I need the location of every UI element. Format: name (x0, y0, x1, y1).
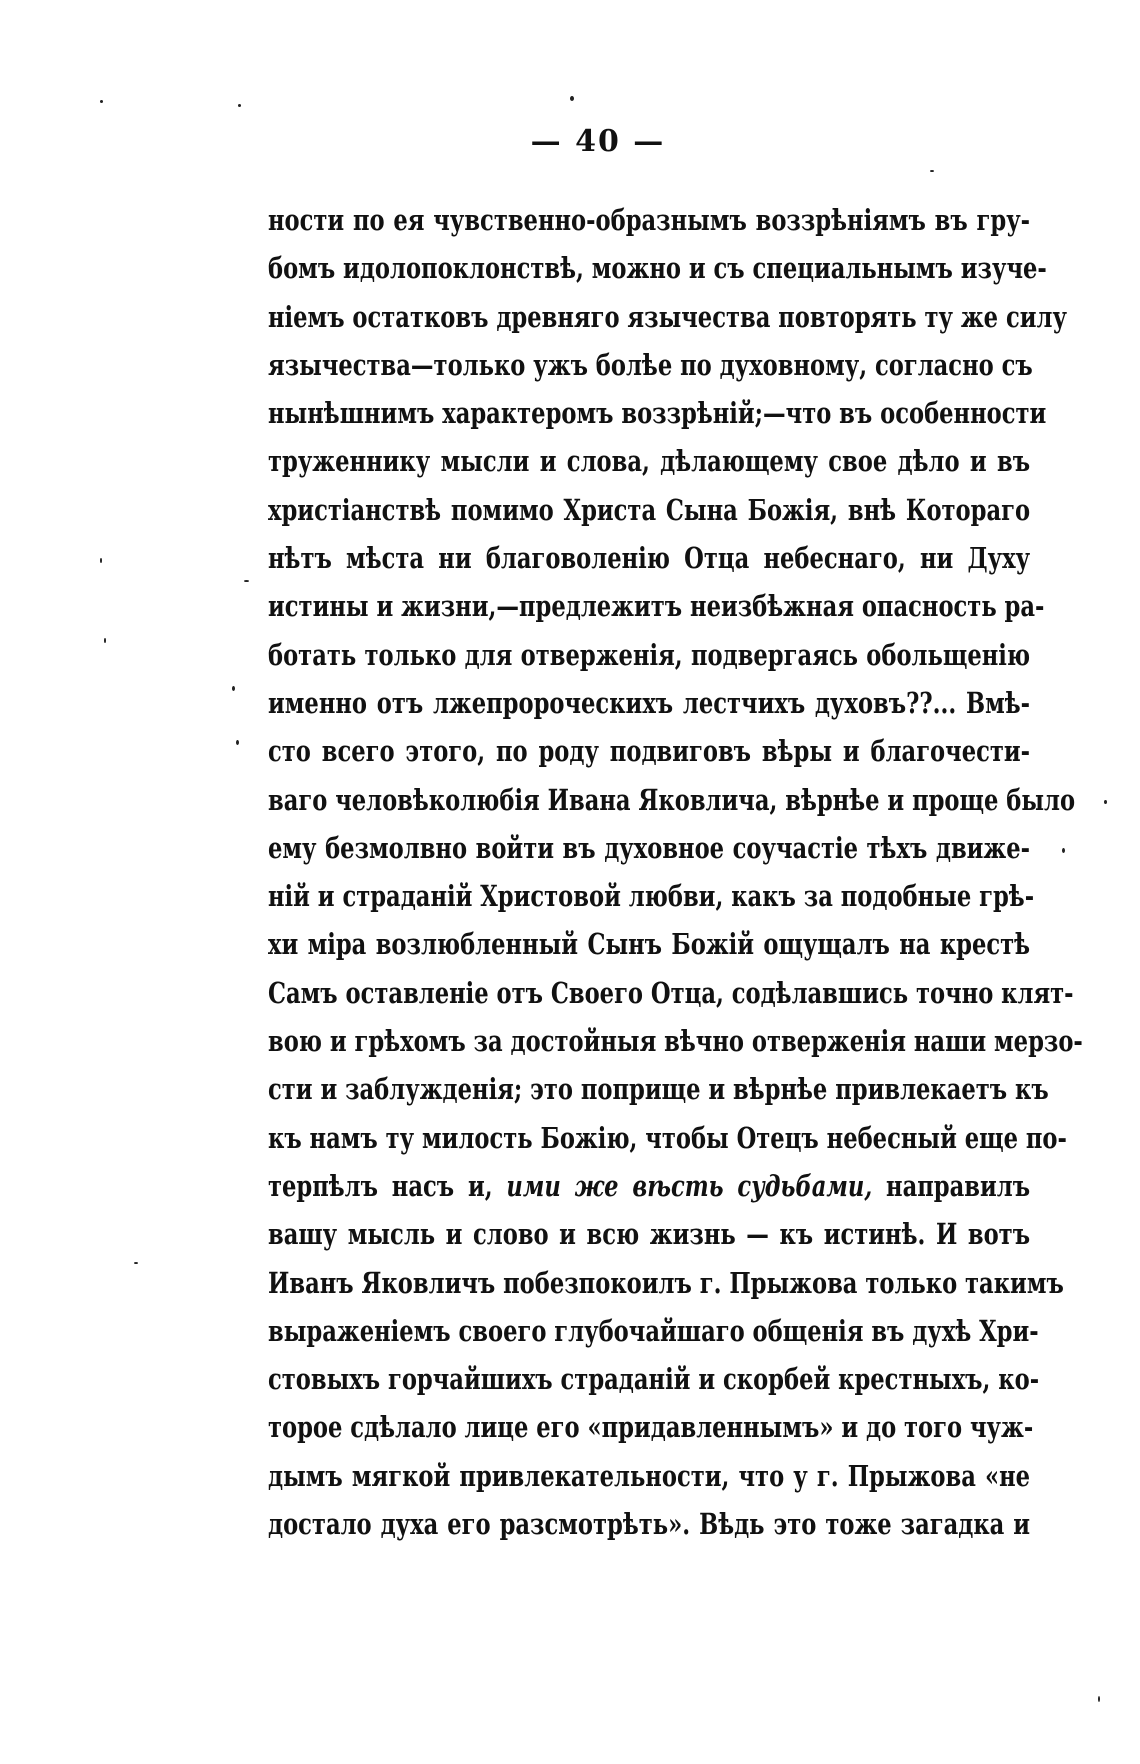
scan-speck (1098, 1696, 1100, 1702)
text-line: хи міра возлюбленный Сынъ Божій ощущалъ на крестѣ (268, 927, 1031, 962)
text-line: ній и страданій Христовой любви, какъ за подобные грѣ- (268, 879, 1035, 914)
scan-speck (1104, 800, 1107, 804)
scan-speck (244, 580, 249, 582)
scan-speck (100, 100, 103, 103)
scan-speck (100, 558, 102, 563)
text-line: сто всего этого, по роду подвиговъ вѣры и благочести- (268, 734, 1031, 769)
text-segment: терпѣлъ насъ и, (268, 1168, 507, 1203)
text-line: дымъ мягкой привлекательности, что у г. Прыжова «не (268, 1458, 1031, 1493)
text-line: вашу мысль и слово и всю жизнь — къ истинѣ. И вотъ (268, 1217, 1031, 1252)
text-line: достало духа его разсмотрѣть». Вѣдь это тоже загадка и (268, 1507, 1031, 1542)
text-line: ботать только для отверженія, подвергаясь обольщенію (268, 637, 1031, 672)
text-line: нынѣшнимъ характеромъ воззрѣній;—что въ особенности (268, 396, 1047, 431)
text-line: стовыхъ горчайшихъ страданій и скорбей крестныхъ, ко- (268, 1362, 1040, 1397)
text-line: язычества—только ужъ болѣе по духовному, согласно съ (268, 347, 1033, 382)
text-line: бомъ идолопоклонствѣ, можно и съ специальнымъ изуче- (268, 251, 1047, 286)
text-line: Иванъ Яковличъ побезпокоилъ г. Прыжова только такимъ (268, 1265, 1064, 1300)
scan-speck (238, 104, 241, 107)
text-line-with-italic (268, 1162, 1030, 1210)
scan-speck (1062, 848, 1065, 853)
text-line: ему безмолвно войти въ духовное соучастіе тѣхъ движе- (268, 830, 1031, 865)
scan-speck (104, 638, 106, 643)
page-number: — 40 — (530, 124, 666, 159)
text-line: нѣтъ мѣста ни благоволенію Отца небеснаго, ни Духу (268, 541, 1031, 576)
text-line: къ намъ ту милость Божію, чтобы Отецъ небесный еще по- (268, 1120, 1067, 1155)
text-line: именно отъ лжепророческихъ лестчихъ духовъ??... Вмѣ- (268, 685, 1031, 720)
scan-speck (134, 1262, 138, 1264)
text-line: сти и заблужденія; это поприще и вѣрнѣе привлекаетъ къ (268, 1072, 1049, 1107)
text-line: истины и жизни,—предлежитъ неизбѣжная опасность ра- (268, 589, 1045, 624)
scan-speck (232, 686, 235, 691)
body-text (268, 196, 1083, 1548)
text-line: труженнику мысли и слова, дѣлающему свое дѣло и въ (268, 444, 1031, 479)
italic-phrase: ими же вѣсть судьбами, (506, 1168, 873, 1203)
text-line: ности по ея чувственно-образнымъ воззрѣніямъ въ гру- (268, 203, 1031, 237)
text-line: торое сдѣлало лице его «придавленнымъ» и до того чуж- (268, 1410, 1034, 1445)
text-line: ніемъ остатковъ древняго язычества повторять ту же силу (268, 299, 1067, 334)
text-line: Самъ оставленіе отъ Своего Отца, содѣлавшись точно клят- (268, 975, 1074, 1010)
text-line: выраженіемъ своего глубочайшаго общенія въ духѣ Хри- (268, 1313, 1039, 1348)
scan-speck (236, 740, 239, 745)
scan-speck (570, 96, 574, 101)
scan-speck (930, 170, 934, 172)
text-line: христіанствѣ помимо Христа Сына Божія, внѣ Котораго (268, 492, 1031, 527)
text-segment: направилъ (872, 1168, 1031, 1203)
text-line: ваго человѣколюбія Ивана Яковлича, вѣрнѣе и проще было (268, 782, 1076, 817)
text-line: вою и грѣхомъ за достойныя вѣчно отверженія наши мерзо- (268, 1024, 1083, 1059)
